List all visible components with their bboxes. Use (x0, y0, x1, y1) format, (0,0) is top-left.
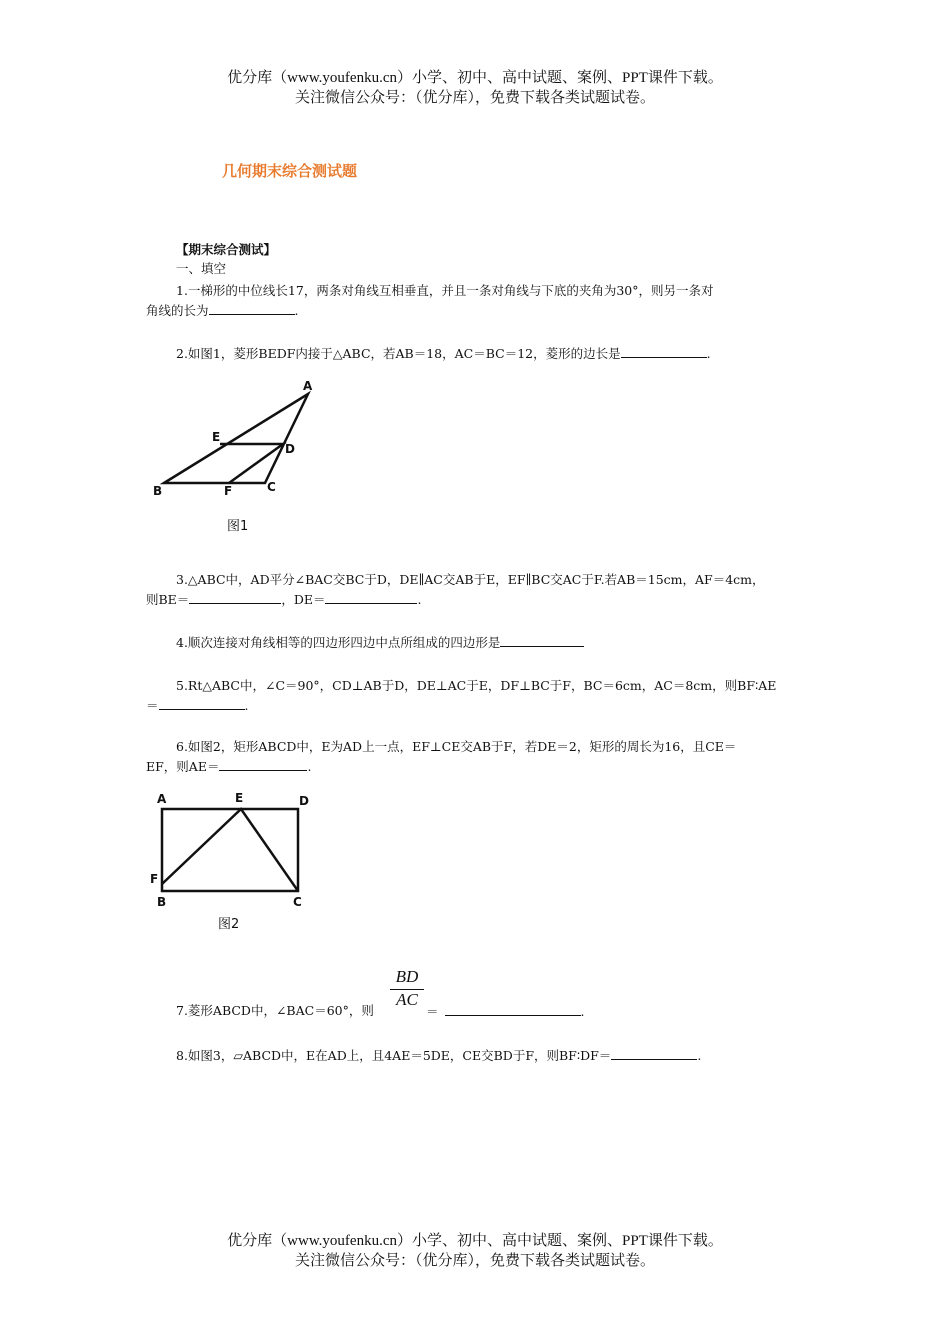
figure-2-label-b: B (157, 895, 167, 909)
section-heading: 【期末综合测试】 (176, 242, 277, 257)
answer-blank-8[interactable] (611, 1045, 697, 1060)
question-1-end: . (294, 303, 299, 318)
question-2-end: . (706, 346, 711, 361)
question-2-text: 2.如图1，菱形BEDF内接于△ABC，若AB＝18，AC＝BC＝12，菱形的边长是 (176, 346, 621, 361)
question-8-text-a: 8.如图3， (176, 1048, 234, 1063)
question-7: 7.菱形ABCD中，∠BAC＝60°，则 (176, 1003, 374, 1018)
question-1-line-2 (146, 300, 299, 320)
figure-1-label-c: C (267, 480, 276, 494)
question-6-end: . (307, 759, 312, 774)
figure-2-rect-abcd (162, 809, 298, 891)
figure-2-caption: 图2 (218, 917, 240, 932)
figure-2-label-a: A (157, 792, 167, 806)
answer-blank-3b[interactable] (325, 589, 417, 604)
question-5-line-1: 5.Rt△ABC中，∠C＝90°，CD⊥AB于D，DE⊥AC于E，DF⊥BC于F，BC＝6cm，AC＝8cm，则BF∶AE (176, 678, 777, 693)
figure-1-label-f: F (224, 484, 233, 498)
answer-blank-4[interactable] (500, 632, 584, 647)
answer-blank-2[interactable] (621, 343, 707, 358)
figure-2-rectangle (145, 788, 315, 910)
question-1-line-1: 1.一梯形的中位线长17，两条对角线互相垂直，并且一条对角线与下底的夹角为30°，则另一条对 (176, 283, 714, 298)
answer-blank-6[interactable] (219, 756, 307, 771)
figure-2-label-f: F (150, 872, 159, 886)
footer-line-2: 关注微信公众号：（优分库），免费下载各类试题试卷。 (294, 1253, 655, 1269)
figure-1-label-a: A (303, 379, 313, 393)
figure-1-caption: 图1 (227, 519, 249, 534)
figure-1-label-d: D (285, 442, 295, 456)
figure-2-label-d: D (299, 794, 309, 808)
parallelogram-symbol: ▱ (233, 1048, 244, 1063)
question-3-line-1: 3.△ABC中，AD平分∠BAC交BC于D，DE∥AC交AB于E，EF∥BC交AC于F.若AB＝15cm，AF＝4cm， (176, 572, 765, 587)
document-title: 几何期末综合测试题 (222, 162, 358, 180)
figure-2-label-c: C (293, 895, 302, 909)
figure-2-label-e: E (235, 791, 244, 805)
figure-1-label-b: B (153, 484, 163, 498)
question-7-answer (426, 1001, 585, 1021)
question-3-end: . (417, 592, 422, 607)
fraction-bd-over-ac (390, 967, 424, 1010)
footer-line-1: 优分库（www.youfenku.cn）小学、初中、高中试题、案例、PPT课件下载。 (227, 1233, 723, 1249)
question-4 (176, 632, 584, 652)
answer-blank-3a[interactable] (189, 589, 281, 604)
figure-2-lines-fe-ec (162, 809, 298, 891)
answer-blank-7[interactable] (445, 1001, 581, 1016)
question-5-text: ＝ (146, 698, 159, 713)
question-6-line-2 (146, 756, 311, 776)
question-4-text: 4.顺次连接对角线相等的四边形四边中点所组成的四边形是 (176, 635, 501, 650)
question-8-end: . (697, 1048, 702, 1063)
question-3-text-b: ，DE＝ (281, 592, 326, 607)
question-3-text-a: 则BE＝ (146, 592, 190, 607)
question-2 (176, 343, 711, 363)
question-5-line-2 (146, 695, 249, 715)
header-line-2: 关注微信公众号：（优分库），免费下载各类试题试卷。 (294, 90, 655, 106)
question-3-line-2 (146, 589, 421, 609)
question-8-text-b: ABCD中，E在AD上，且4AE＝5DE，CE交BD于F，则BF∶DF＝ (243, 1048, 612, 1063)
question-7-end: . (580, 1004, 585, 1019)
question-6-text: EF，则AE＝ (146, 759, 220, 774)
figure-1-triangle-abc (164, 394, 308, 483)
part-heading: 一、填空 (176, 261, 227, 276)
header-line-1: 优分库（www.youfenku.cn）小学、初中、高中试题、案例、PPT课件下载。 (227, 70, 723, 86)
question-6-line-1: 6.如图2，矩形ABCD中，E为AD上一点，EF⊥CE交AB于F，若DE＝2，矩形的周长为16，且CE＝ (176, 739, 737, 754)
question-5-end: . (244, 698, 249, 713)
figure-1-rhombus-in-triangle (145, 375, 325, 500)
answer-blank-1[interactable] (209, 300, 295, 315)
fraction-denominator: AC (396, 990, 418, 1009)
fraction-numerator: BD (390, 967, 424, 990)
question-8 (176, 1045, 701, 1065)
answer-blank-5[interactable] (159, 695, 245, 710)
question-7-equals: ＝ (426, 1004, 439, 1019)
figure-1-label-e: E (212, 430, 221, 444)
question-1-text: 角线的长为 (146, 303, 209, 318)
